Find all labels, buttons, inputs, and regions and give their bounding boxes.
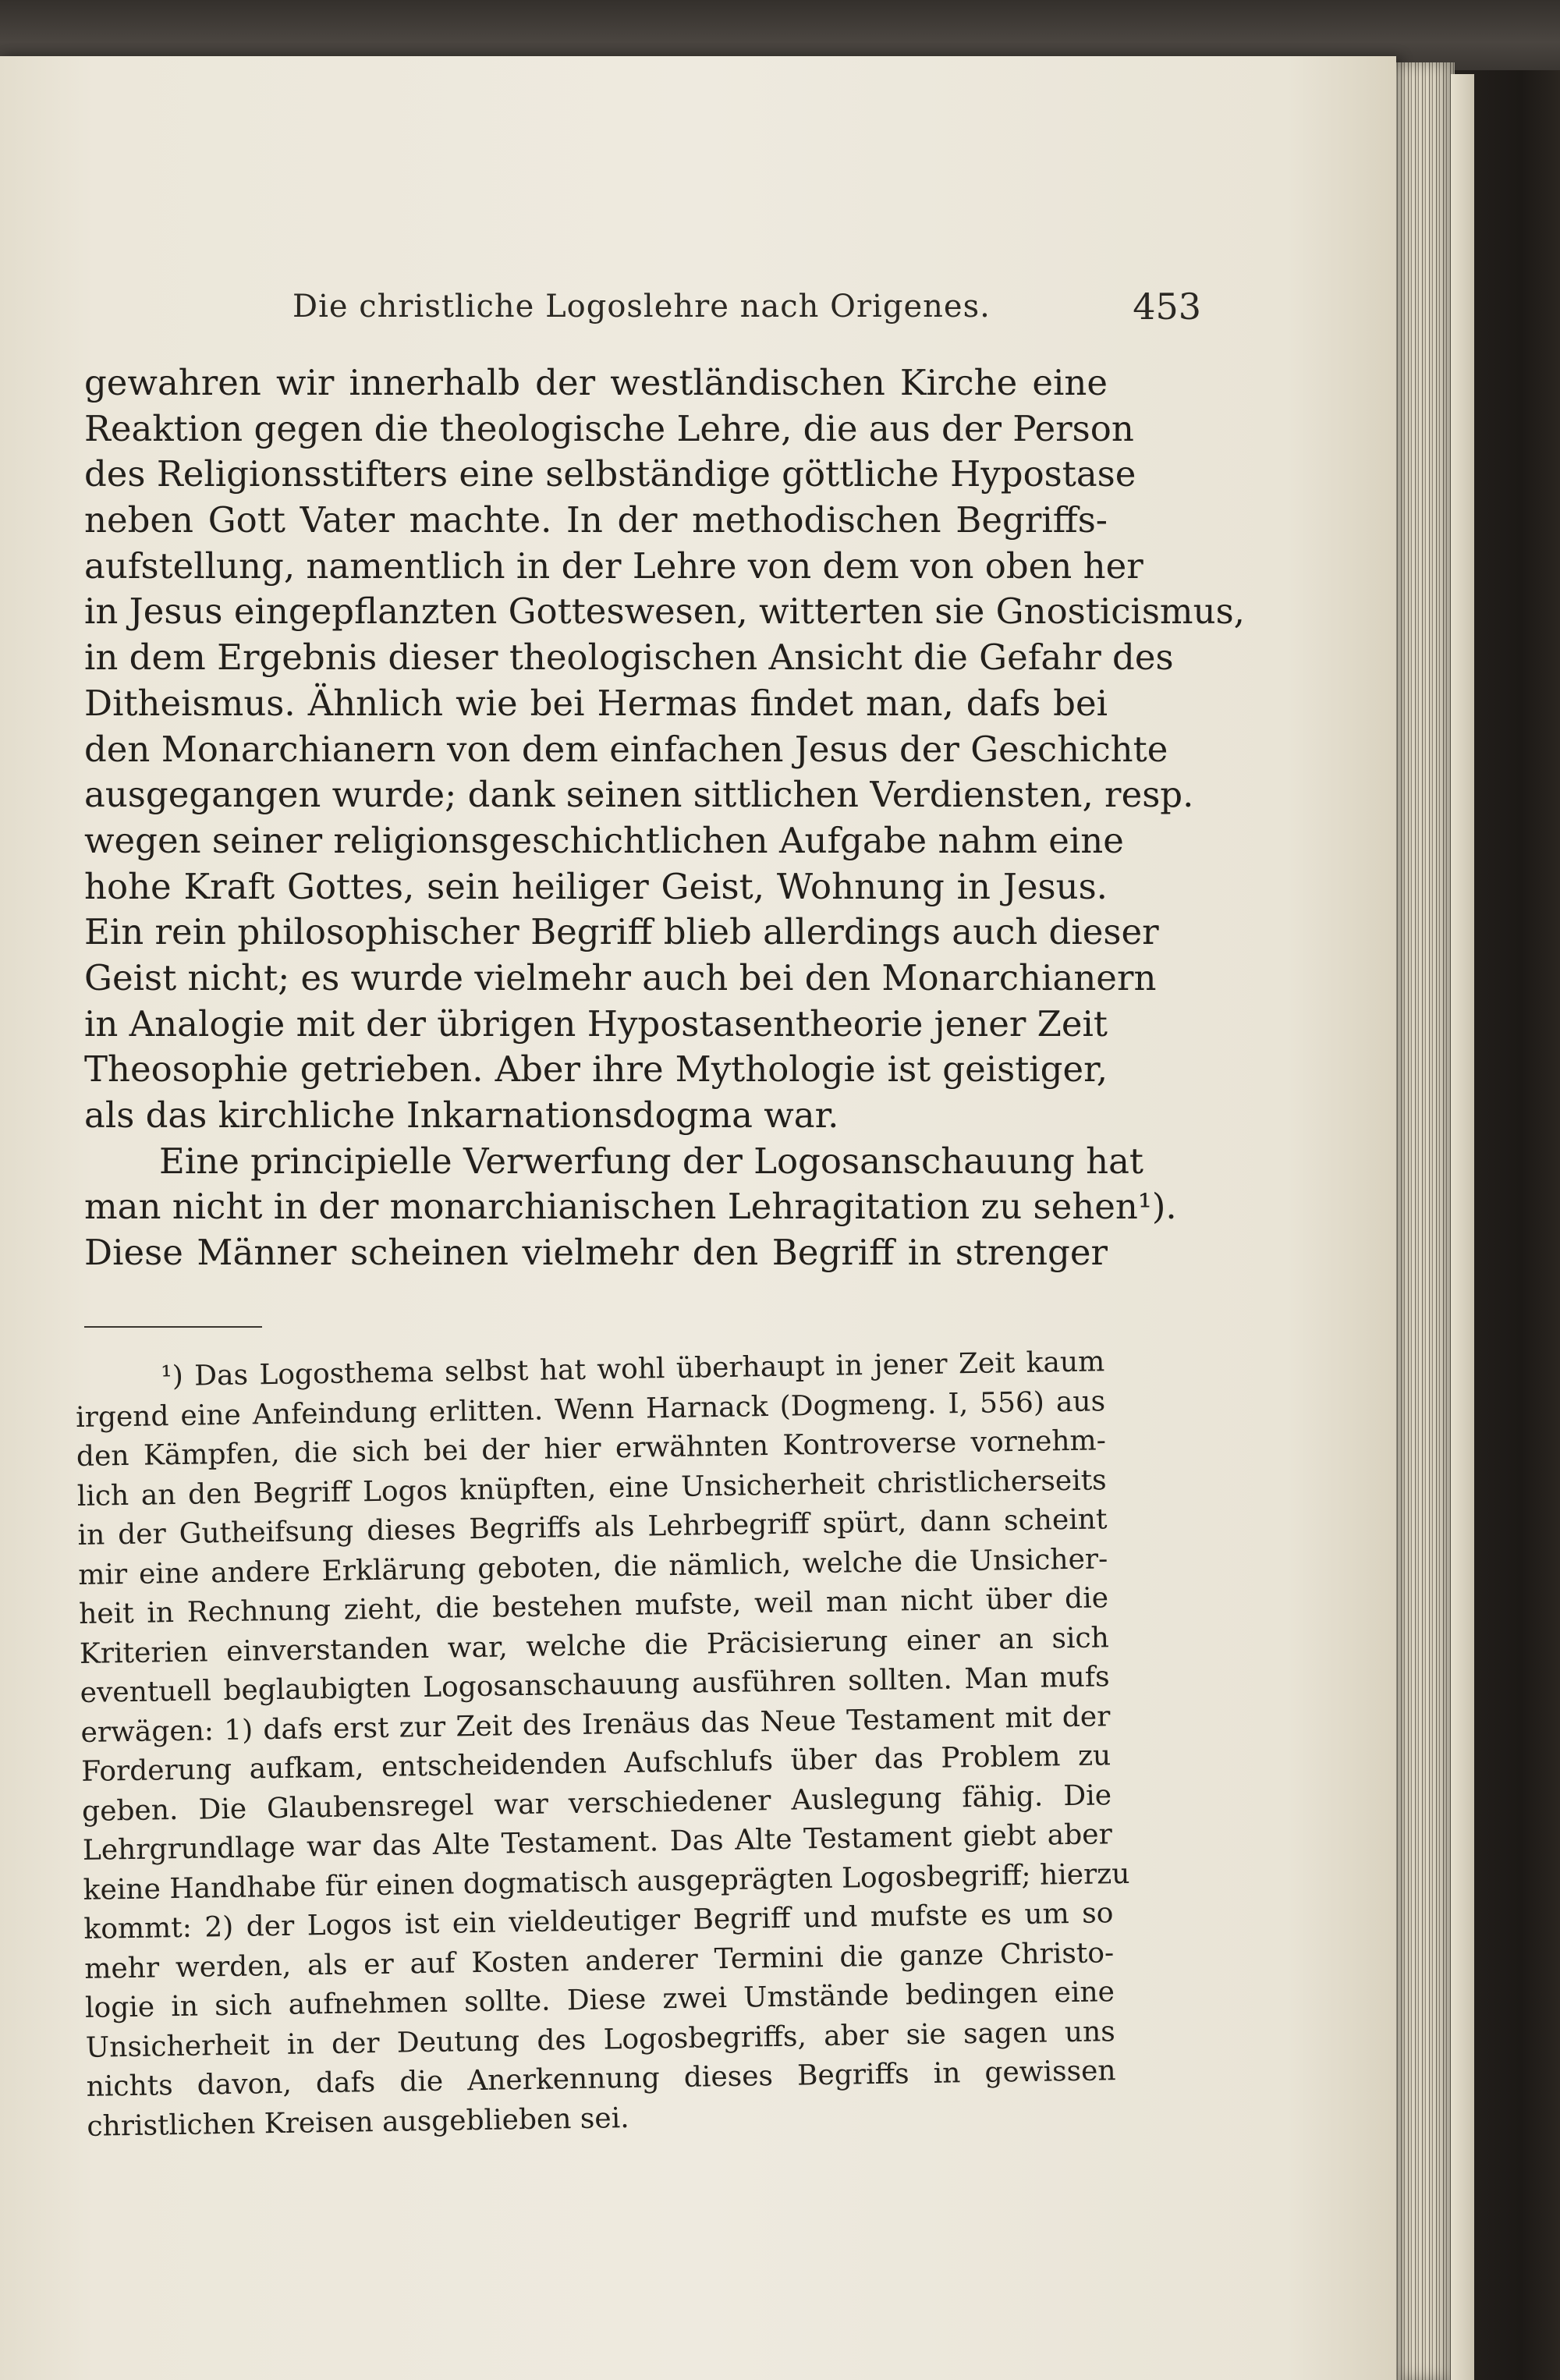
footnote-line: eventuell beglaubigten Logosanschauung ausführen sollten. Man mufs: [80, 1661, 1110, 1709]
footnote-line: christlichen Kreisen ausgeblieben sei.: [87, 2102, 629, 2143]
footnote-line: mir eine andere Erklärung geboten, die nämlich, welche die Unsicher-: [78, 1542, 1108, 1591]
running-head-title: Die christliche Logoslehre nach Origenes.: [292, 289, 991, 325]
body-line: in Jesus eingepflanzten Gotteswesen, witterten sie Gnosticismus,: [84, 591, 1245, 633]
footnote-line: heit in Rechnung zieht, die bestehen mufste, weil man nicht über die: [78, 1582, 1109, 1630]
body-line: des Religionsstifters eine selbständige göttliche Hypostase: [84, 453, 1136, 495]
footnote-line: irgend eine Anfeindung erlitten. Wenn Harnack (Dogmeng. I, 556) aus: [75, 1385, 1106, 1434]
footnote-line: kommt: 2) der Logos ist ein vieldeutiger Begriff und mufste es um so: [83, 1897, 1114, 1945]
footnote-line: keine Handhabe für einen dogmatisch ausgeprägten Logosbegriff; hierzu: [83, 1857, 1130, 1906]
body-line: ausgegangen wurde; dank seinen sittlichen Verdiensten, resp.: [84, 774, 1194, 816]
body-line: gewahren wir innerhalb der westländischen Kirche eine: [84, 362, 1108, 403]
footnote-line: ¹) Das Logosthema selbst hat wohl überhaupt in jener Zeit kaum: [161, 1346, 1105, 1393]
body-line: als das kirchliche Inkarnationsdogma war.: [84, 1094, 839, 1136]
footnote-divider: [84, 1326, 262, 1328]
body-line: in dem Ergebnis dieser theologischen Ansicht die Gefahr des: [84, 637, 1174, 679]
footnote-line: mehr werden, als er auf Kosten anderer Termini die ganze Christo-: [83, 1936, 1115, 1985]
footnote-line: Forderung aufkam, entscheidenden Aufschlufs über das Problem zu: [80, 1740, 1112, 1788]
body-line-paragraph-start: Eine principielle Verwerfung der Logosanschauung hat: [159, 1140, 1143, 1182]
footnote-line: Lehrgrundlage war das Alte Testament. Das Alte Testament giebt aber: [82, 1818, 1113, 1867]
body-line: Theosophie getrieben. Aber ihre Mythologie ist geistiger,: [84, 1048, 1108, 1091]
footnote-line: den Kämpfen, die sich bei der hier erwähnten Kontroverse vornehm-: [76, 1424, 1107, 1473]
body-line: Ditheismus. Ähnlich wie bei Hermas findet man, dafs bei: [84, 682, 1108, 724]
footnotes: [75, 1343, 1130, 2147]
body-line: hohe Kraft Gottes, sein heiliger Geist, Wohnung in Jesus.: [84, 865, 1108, 907]
footnote-line: in der Gutheifsung dieses Begriffs als Lehrbegriff spürt, dann scheint: [77, 1503, 1108, 1552]
body-line: Ein rein philosophischer Begriff blieb allerdings auch dieser: [84, 911, 1159, 953]
running-head: [281, 286, 1201, 335]
book-page: [0, 56, 1396, 2380]
footnote-line: geben. Die Glaubensregel war verschiedener Auslegung fähig. Die: [81, 1779, 1112, 1828]
body-line: Geist nicht; es wurde vielmehr auch bei den Monarchianern: [84, 956, 1157, 998]
body-text: [84, 360, 1245, 1276]
footnote-line: nichts davon, dafs die Anerkennung dieses Begriffs in gewissen: [86, 2055, 1116, 2103]
page-number: 453: [1133, 286, 1201, 328]
body-line: den Monarchianern von dem einfachen Jesus der Geschichte: [84, 728, 1168, 770]
body-line: in Analogie mit der übrigen Hypostasentheorie jener Zeit: [84, 1002, 1108, 1045]
footnote-line: lich an den Begriff Logos knüpften, eine Unsicherheit christlicherseits: [76, 1463, 1107, 1513]
footnote-line: Kriterien einverstanden war, welche die Präcisierung einer an sich: [79, 1621, 1110, 1670]
page-stack-right: [1451, 74, 1474, 2380]
footnote-line: logie in sich aufnehmen sollte. Diese zwei Umstände bedingen eine: [84, 1976, 1115, 2024]
body-line: neben Gott Vater machte. In der methodischen Begriffs-: [84, 499, 1108, 541]
body-line: man nicht in der monarchianischen Lehragitation zu sehen¹).: [84, 1186, 1177, 1228]
body-line: aufstellung, namentlich in der Lehre von dem von oben her: [84, 544, 1143, 587]
footnote-line: erwägen: 1) dafs erst zur Zeit des Irenäus das Neue Testament mit der: [80, 1700, 1111, 1749]
body-line: wegen seiner religionsgeschichtlichen Aufgabe nahm eine: [84, 819, 1124, 861]
body-line: Diese Männer scheinen vielmehr den Begriff in strenger: [84, 1232, 1108, 1274]
body-line: Reaktion gegen die theologische Lehre, die aus der Person: [84, 407, 1134, 449]
footnote-line: Unsicherheit in der Deutung des Logosbegriffs, aber sie sagen uns: [85, 2015, 1116, 2064]
